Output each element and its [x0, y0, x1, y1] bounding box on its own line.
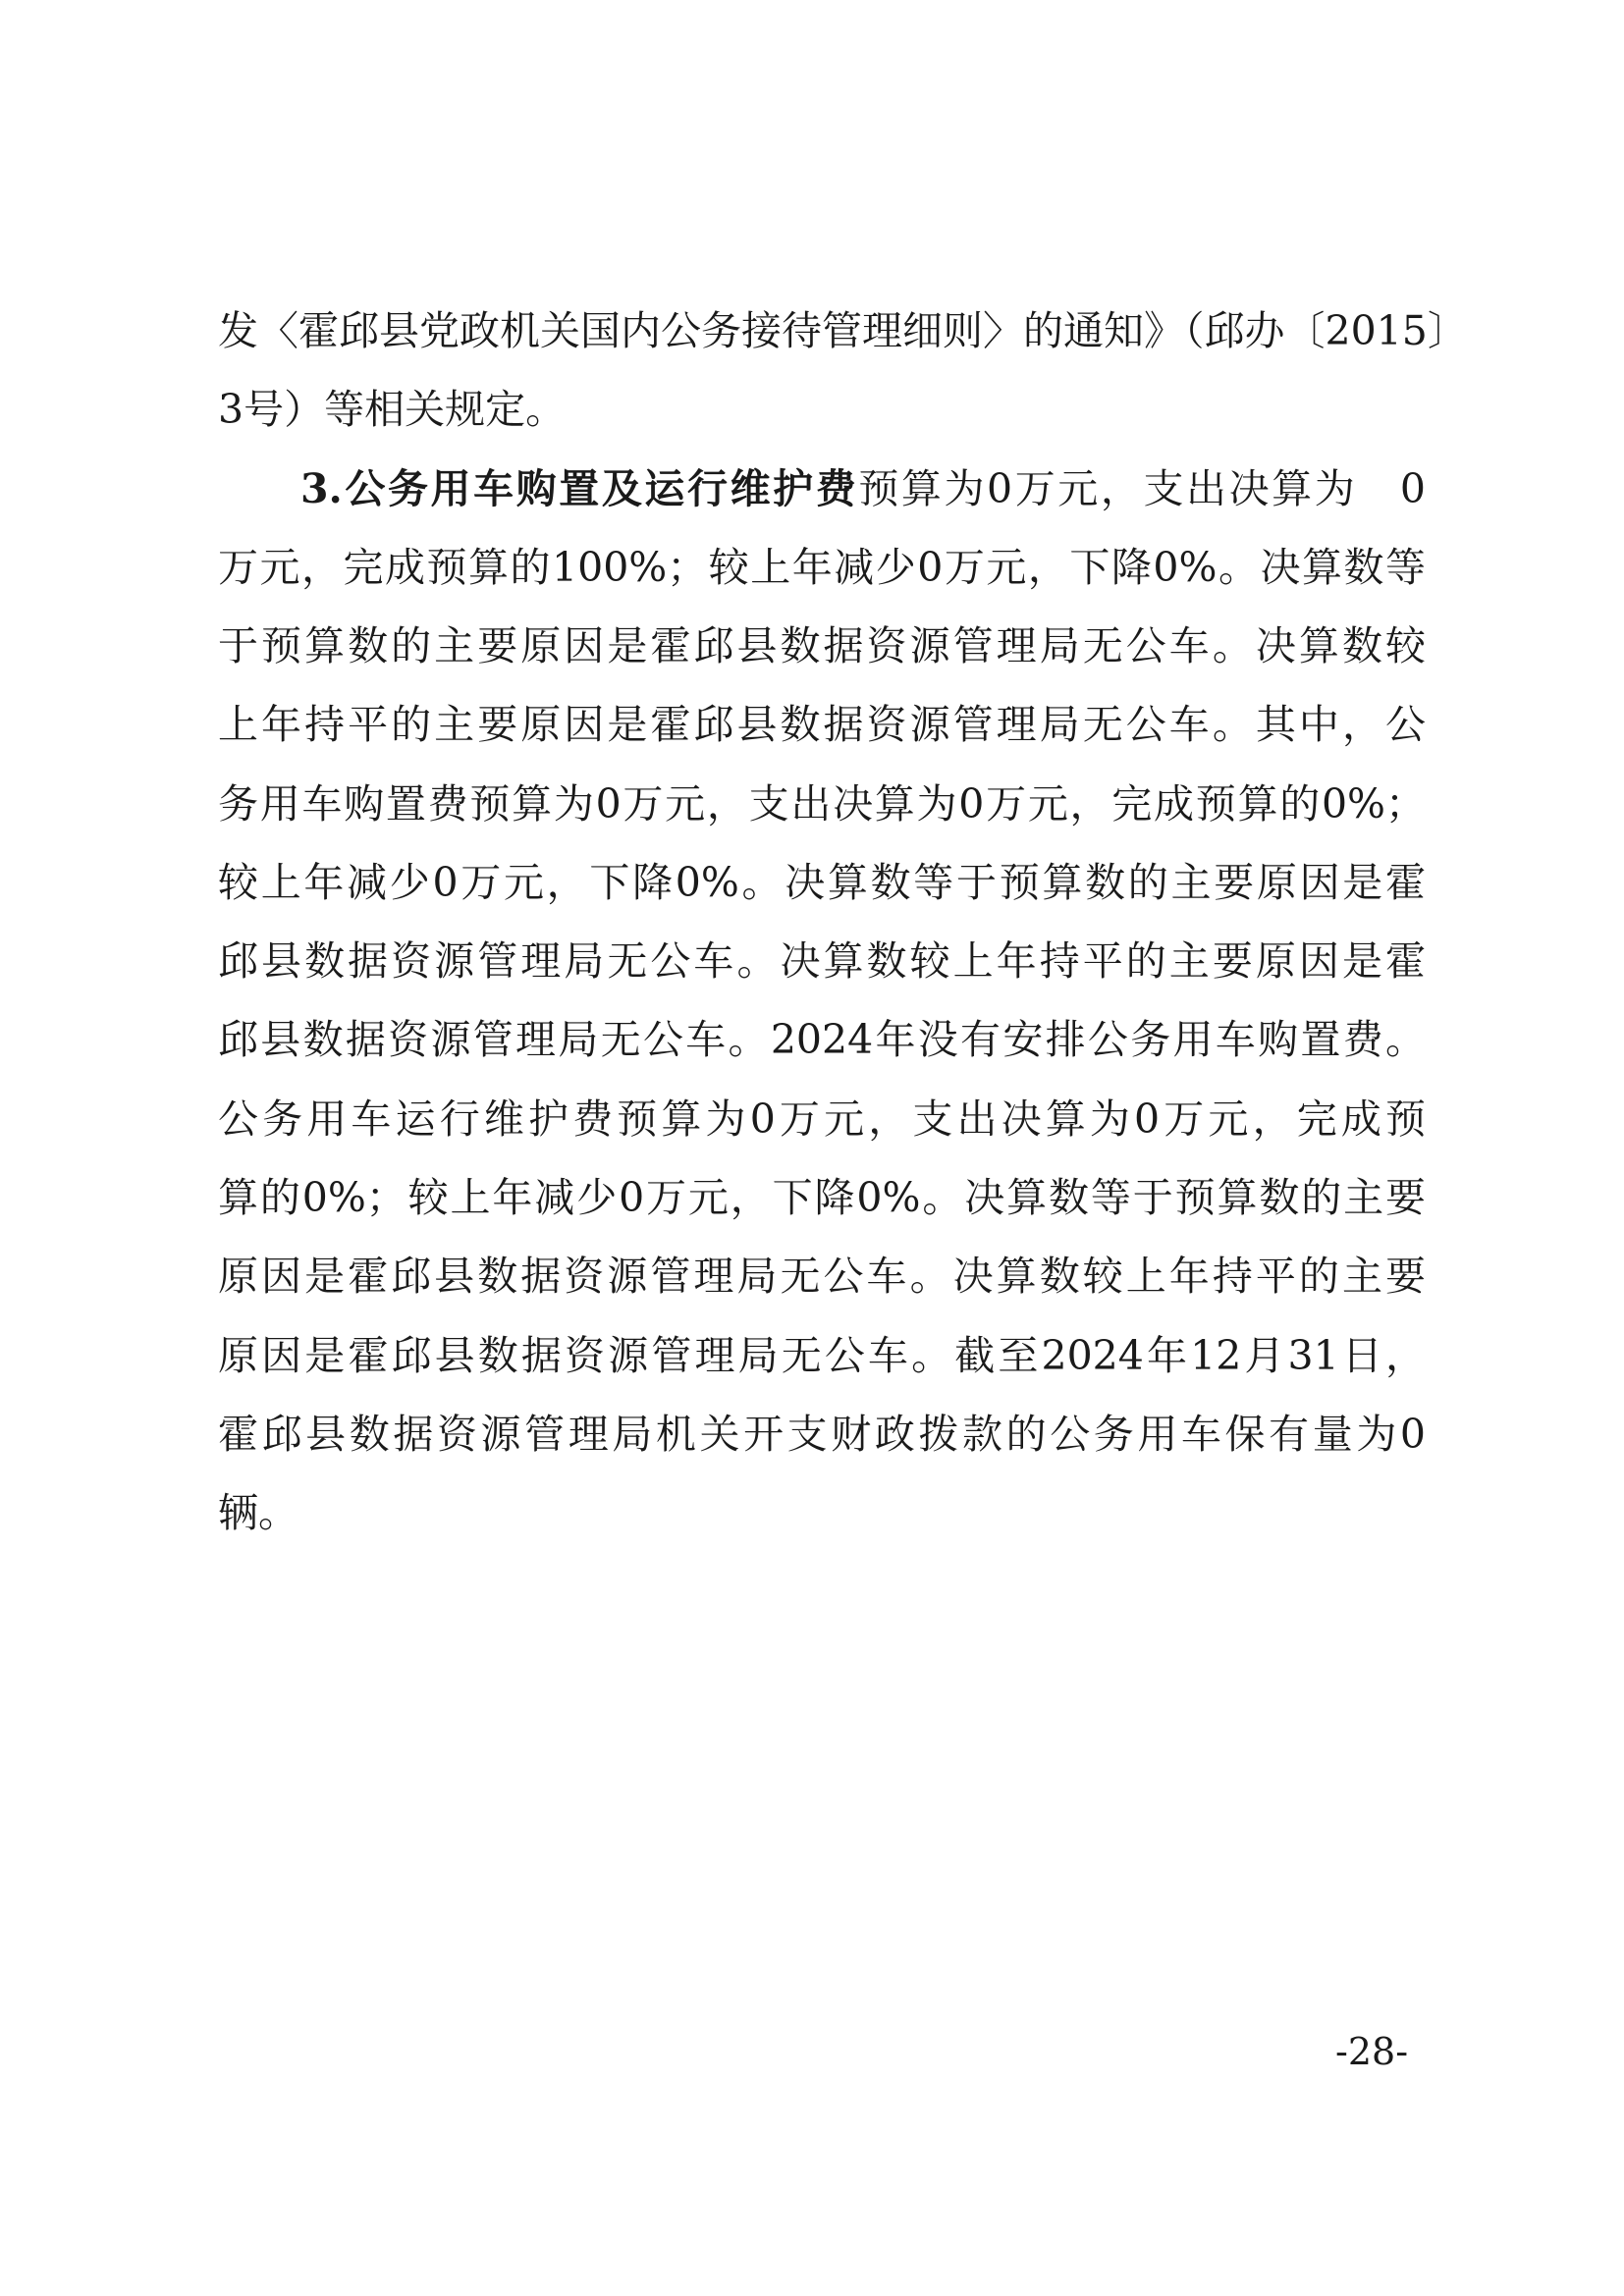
paragraph-2-line-9: 公务用车运行维护费预算为0万元，支出决算为0万元，完成预: [218, 1095, 1426, 1143]
paragraph-2-line-8: 邱县数据资源管理局无公车。2024年没有安排公务用车购置费。: [218, 1016, 1426, 1063]
paragraph-2-line-14: 辆。: [218, 1489, 298, 1536]
paragraph-2-line-3: 于预算数的主要原因是霍邱县数据资源管理局无公车。决算数较: [218, 622, 1426, 669]
paragraph-2-line-2: 万元，完成预算的100%；较上年减少0万元，下降0%。决算数等: [218, 544, 1426, 591]
paragraph-1-line-1: 发〈霍邱县党政机关国内公务接待管理细则〉的通知》（邱办〔2015〕: [218, 307, 1468, 354]
paragraph-2-line-6: 较上年减少0万元，下降0%。决算数等于预算数的主要原因是霍: [218, 859, 1426, 906]
paragraph-2-line-10: 算的0%；较上年减少0万元，下降0%。决算数等于预算数的主要: [218, 1174, 1426, 1221]
paragraph-2-line-12: 原因是霍邱县数据资源管理局无公车。截至2024年12月31日，: [218, 1332, 1426, 1379]
paragraph-2-line-11: 原因是霍邱县数据资源管理局无公车。决算数较上年持平的主要: [218, 1253, 1426, 1300]
paragraph-2-line-5: 务用车购置费预算为0万元，支出决算为0万元，完成预算的0%；: [218, 780, 1426, 828]
paragraph-1-line-2: 3号）等相关规定。: [218, 386, 567, 433]
paragraph-2-line-13: 霍邱县数据资源管理局机关开支财政拨款的公务用车保有量为0: [218, 1411, 1426, 1458]
paragraph-2-line-1-rest: 预算为0万元，支出决算为 0: [858, 465, 1426, 512]
paragraph-2-line-4: 上年持平的主要原因是霍邱县数据资源管理局无公车。其中，公: [218, 701, 1426, 748]
page-number: -28-: [1335, 2030, 1409, 2073]
section-heading: 3.公务用车购置及运行维护费: [300, 465, 859, 512]
paragraph-2-line-7: 邱县数据资源管理局无公车。决算数较上年持平的主要原因是霍: [218, 937, 1426, 985]
paragraph-2-line-1: [300, 450, 1426, 528]
